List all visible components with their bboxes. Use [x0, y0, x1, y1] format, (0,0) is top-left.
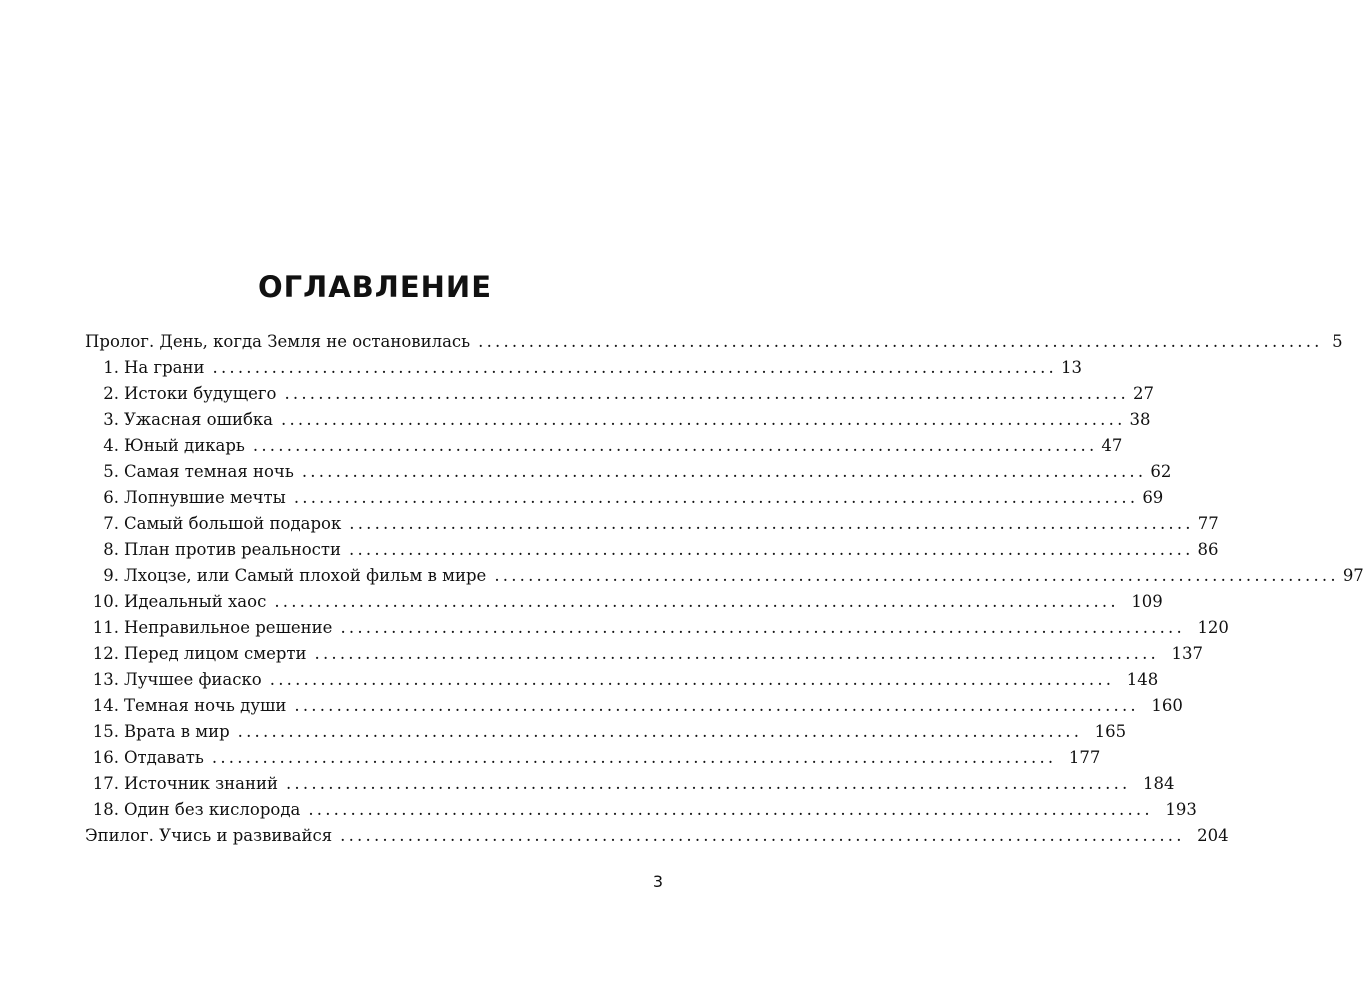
toc-entry-page: 137 [1171, 644, 1204, 663]
toc-entry [85, 667, 1159, 693]
dot-leader: .................................................................................................... [340, 618, 1185, 637]
toc-entry-page: 165 [1094, 722, 1127, 741]
toc-entry-title: Эпилог. Учись и развивайся [85, 826, 333, 845]
dot-leader: .................................................................................................... [284, 384, 1129, 403]
toc-entry-page: 27 [1132, 384, 1154, 403]
toc-entry [85, 485, 1164, 511]
dot-leader: .................................................................................................... [269, 670, 1115, 689]
toc-entry [85, 459, 1172, 485]
dot-leader: .................................................................................................... [308, 800, 1153, 819]
toc-entry-title: Врата в мир [124, 722, 230, 741]
toc-entry-page: 184 [1142, 774, 1175, 793]
dot-leader: .................................................................................................... [314, 644, 1160, 663]
toc-entry-title: Самая темная ночь [124, 462, 294, 481]
toc-entry-epilogue [85, 823, 1229, 849]
toc-entry-number: 13. [92, 670, 119, 689]
dot-leader: .................................................................................................... [340, 826, 1185, 845]
toc-entry-title: Лучшее фиаско [124, 670, 262, 689]
toc-entry [85, 771, 1175, 797]
toc-entry-page: 62 [1150, 462, 1172, 481]
dot-leader: .................................................................................................... [285, 774, 1131, 793]
toc-entry-number: 16. [92, 748, 119, 767]
toc-entry-title: Неправильное решение [124, 618, 333, 637]
page-number: 3 [652, 872, 664, 891]
toc-entry-page: 148 [1126, 670, 1159, 689]
toc-entry-page: 177 [1068, 748, 1101, 767]
toc-entry-title: Истоки будущего [124, 384, 277, 403]
toc-entry-number: 11. [92, 618, 119, 637]
toc-entry-title: Перед лицом смерти [124, 644, 307, 663]
toc-entry-number: 15. [92, 722, 119, 741]
toc-entry-page: 204 [1197, 826, 1229, 845]
toc-entry [85, 589, 1163, 615]
toc-entry-page: 160 [1151, 696, 1183, 715]
toc-entry [85, 381, 1154, 407]
toc-entry [85, 433, 1123, 459]
dot-leader: .................................................................................................... [478, 332, 1323, 351]
toc-entry-number: 12. [92, 644, 119, 663]
toc-entry-page: 13 [1061, 358, 1083, 377]
toc-entry-number: 2. [103, 384, 119, 403]
toc-entry-number: 8. [103, 540, 119, 559]
toc-entry-title: Темная ночь души [124, 696, 287, 715]
toc-entry-page: 97 [1342, 566, 1364, 585]
toc-entry-page: 109 [1131, 592, 1163, 611]
toc-entry-number: 4. [103, 436, 119, 455]
toc-entry-page: 5 [1332, 332, 1343, 351]
toc-entry-number: 14. [92, 696, 119, 715]
dot-leader: .................................................................................................... [349, 540, 1194, 559]
toc-entry-prologue [85, 329, 1343, 355]
toc-entry [85, 355, 1083, 381]
toc-entry-title: План против реальности [124, 540, 342, 559]
toc-entry-number: 6. [103, 488, 119, 507]
toc-entry-page: 38 [1129, 410, 1151, 429]
toc-entry-number: 1. [103, 358, 119, 377]
toc-entry-page: 69 [1142, 488, 1164, 507]
toc-entry-number: 3. [103, 410, 119, 429]
toc-entry-page: 193 [1165, 800, 1197, 819]
dot-leader: .................................................................................................... [301, 462, 1147, 481]
toc-entry-page: 86 [1197, 540, 1219, 559]
dot-leader: .................................................................................................... [293, 488, 1139, 507]
table-of-contents [85, 329, 1364, 849]
toc-entry-title: Один без кислорода [124, 800, 301, 819]
toc-entry [85, 641, 1204, 667]
toc-entry-number: 18. [92, 800, 119, 819]
dot-leader: .................................................................................................... [274, 592, 1119, 611]
toc-entry [85, 745, 1101, 771]
toc-entry [85, 719, 1127, 745]
dot-leader: .................................................................................................... [294, 696, 1139, 715]
toc-entry-title: Источник знаний [124, 774, 278, 793]
dot-leader: .................................................................................................... [281, 410, 1126, 429]
page-title: ОГЛАВЛЕНИЕ [257, 270, 492, 304]
toc-entry-title: Юный дикарь [124, 436, 245, 455]
toc-entry [85, 563, 1364, 589]
toc-entry-title: Пролог. День, когда Земля не остановилась [85, 332, 471, 351]
dot-leader: .................................................................................................... [237, 722, 1083, 741]
toc-entry-number: 5. [103, 462, 119, 481]
toc-entry-number: 17. [92, 774, 119, 793]
toc-entry-title: Ужасная ошибка [124, 410, 274, 429]
toc-entry-page: 77 [1197, 514, 1219, 533]
toc-entry [85, 407, 1151, 433]
toc-entry [85, 797, 1197, 823]
dot-leader: .................................................................................................... [349, 514, 1194, 533]
toc-entry-title: На грани [124, 358, 205, 377]
toc-entry [85, 511, 1219, 537]
toc-entry-page: 47 [1101, 436, 1123, 455]
dot-leader: .................................................................................................... [494, 566, 1339, 585]
toc-entry-number: 9. [103, 566, 119, 585]
toc-entry [85, 615, 1229, 641]
toc-entry-number: 7. [103, 514, 119, 533]
dot-leader: .................................................................................................... [211, 748, 1057, 767]
toc-entry [85, 693, 1183, 719]
toc-entry-title: Отдавать [124, 748, 204, 767]
toc-entry [85, 537, 1219, 563]
toc-entry-title: Самый большой подарок [124, 514, 342, 533]
toc-entry-page: 120 [1197, 618, 1229, 637]
dot-leader: .................................................................................................... [252, 436, 1098, 455]
dot-leader: .................................................................................................... [212, 358, 1058, 377]
toc-entry-number: 10. [92, 592, 119, 611]
toc-entry-title: Лопнувшие мечты [124, 488, 286, 507]
toc-entry-title: Лхоцзе, или Самый плохой фильм в мире [124, 566, 487, 585]
toc-entry-title: Идеальный хаос [124, 592, 267, 611]
